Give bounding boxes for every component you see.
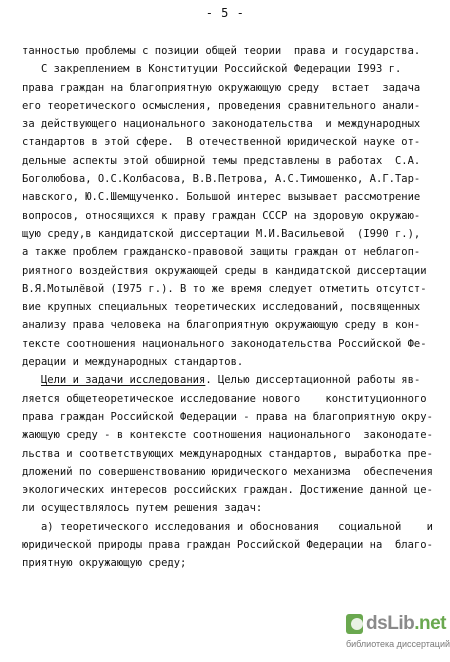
text-line: за действующего национального законодательства и международных xyxy=(22,118,421,131)
dslib-logo-text: dsLib.net xyxy=(366,613,446,634)
dslib-logo-icon xyxy=(346,614,363,634)
text-line: права граждан на благоприятную окружающую среду встает задача xyxy=(22,81,421,94)
text-line: льства и соответствующих международных стандартов, выработка пре- xyxy=(22,447,433,460)
dslib-logo[interactable] xyxy=(346,611,446,637)
text-line: права граждан Российской Федерации - права на благоприятную окру- xyxy=(22,410,433,423)
text-line: анализу права человека на благоприятную окружающую среду в кон- xyxy=(22,319,421,332)
text-line: ляется общетеоретическое исследование нового конституционного xyxy=(22,392,427,405)
text-line: тексте соотношения национального законодательства Российской Фе- xyxy=(22,337,427,350)
text-line: вопросов, относящихся к праву граждан СССР на здоровую окружаю- xyxy=(22,209,421,222)
text-line: щую среду,в кандидатской диссертации М.И.Васильевой (I990 г.), xyxy=(22,227,421,240)
text-line: юридической природы права граждан Российской Федерации на благо- xyxy=(22,539,433,552)
text-line: дерации и международных стандартов. xyxy=(22,356,244,369)
dslib-tagline: библиотека диссертаций xyxy=(346,639,450,649)
text-fragment: . Целью диссертационной работы яв- xyxy=(205,374,421,387)
text-line: а также проблем гражданско-правовой защиты граждан от неблагоп- xyxy=(22,246,421,259)
text-line: С закреплением в Конституции Российской Федерации I993 г. xyxy=(22,63,402,76)
text-line: вие крупных специальных теоретических исследований, посвященных xyxy=(22,301,421,314)
text-line: риятного воздействия окружающей среды в кандидатской диссертации xyxy=(22,264,427,277)
text-line: танностью проблемы с позиции общей теории права и государства. xyxy=(22,45,421,57)
section-heading: Цели и задачи исследования xyxy=(40,374,206,387)
text-line: стандартов в этой сфере. В отечественной юридической науке от- xyxy=(22,136,421,149)
text-line: дельные аспекты этой обширной темы представлены в работах С.А. xyxy=(22,154,421,167)
text-line: Боголюбова, О.С.Колбасова, В.В.Петрова, А.С.Тимошенко, А.Г.Тар- xyxy=(22,173,421,186)
page-number: - 5 - xyxy=(205,6,245,20)
text-line: жающую среду - в контексте соотношения национального законодате- xyxy=(22,429,433,442)
dslib-watermark[interactable] xyxy=(346,611,450,649)
text-line: приятную окружающую среду; xyxy=(22,557,187,570)
section-heading-line xyxy=(22,371,433,389)
text-line: ли осуществлялось путем решения задач: xyxy=(22,502,263,515)
text-line: дложений по совершенствованию юридического механизма обеспечения xyxy=(22,465,433,478)
document-body xyxy=(22,42,433,573)
text-line: навского, Ю.С.Шемщученко. Большой интерес вызывает рассмотрение xyxy=(22,191,421,204)
text-line: В.Я.Мотылёвой (I975 г.). В то же время следует отметить отсутст- xyxy=(22,282,427,295)
text-line: экологических интересов российских граждан. Достижение данной це- xyxy=(22,484,433,497)
text-line: а) теоретического исследования и обоснования социальной и xyxy=(22,520,433,533)
text-line: его теоретического осмысления, проведения сравнительного анали- xyxy=(22,99,421,112)
